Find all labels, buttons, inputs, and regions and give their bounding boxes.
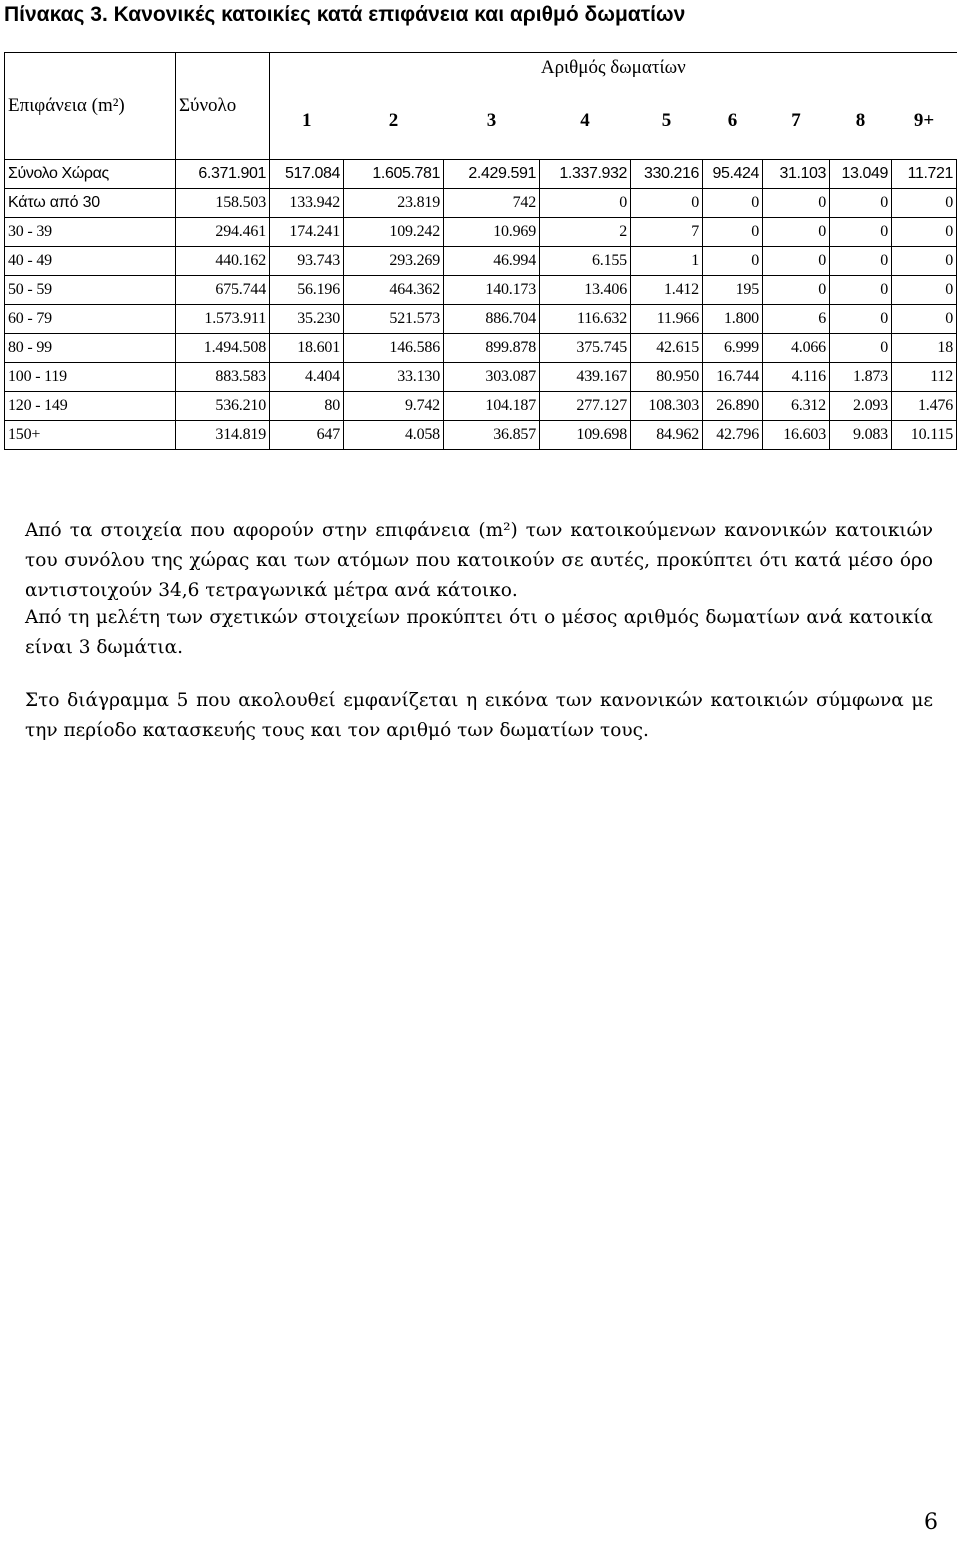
table-cell: 0 — [763, 218, 830, 247]
rooms-group-header: Αριθμός δωματίων — [270, 53, 957, 84]
table-cell: 899.878 — [444, 334, 540, 363]
table-body — [5, 160, 957, 450]
table-cell: 277.127 — [540, 392, 631, 421]
table-cell: 6.999 — [703, 334, 763, 363]
table-cell: 109.242 — [344, 218, 444, 247]
table-cell: 9.083 — [830, 421, 892, 450]
table-cell: 439.167 — [540, 363, 631, 392]
table-cell: 303.087 — [444, 363, 540, 392]
table-cell: 0 — [830, 247, 892, 276]
table-cell: 0 — [830, 276, 892, 305]
table-cell: 10.115 — [892, 421, 957, 450]
table-cell: 6.312 — [763, 392, 830, 421]
table-cell: 4.058 — [344, 421, 444, 450]
table-cell: 33.130 — [344, 363, 444, 392]
table-cell: 675.744 — [176, 276, 270, 305]
room-count-header: 3 — [444, 83, 540, 160]
table-cell: 80 — [270, 392, 344, 421]
table-cell: 521.573 — [344, 305, 444, 334]
room-count-header: 5 — [631, 83, 703, 160]
table-cell: 0 — [892, 305, 957, 334]
table-row — [5, 363, 957, 392]
row-label: Σύνολο Χώρας — [5, 160, 176, 189]
table-row — [5, 392, 957, 421]
table-cell: 2 — [540, 218, 631, 247]
table-cell: 0 — [830, 334, 892, 363]
room-count-header: 2 — [344, 83, 444, 160]
table-cell: 883.583 — [176, 363, 270, 392]
table-cell: 95.424 — [703, 160, 763, 189]
table-cell: 6.155 — [540, 247, 631, 276]
table-cell: 0 — [830, 305, 892, 334]
table-cell: 886.704 — [444, 305, 540, 334]
table-cell: 0 — [763, 189, 830, 218]
table-cell: 294.461 — [176, 218, 270, 247]
table-cell: 109.698 — [540, 421, 631, 450]
paragraph-chart-intro: Στο διάγραμμα 5 που ακολουθεί εμφανίζεται η εικόνα των κανονικών κατοικιών σύμφωνα με την περίοδο κατασκευής τους και τον αριθμό των δωματίων τους. — [25, 690, 933, 741]
table-cell: 0 — [703, 247, 763, 276]
room-count-header: 8 — [830, 83, 892, 160]
table-cell: 42.796 — [703, 421, 763, 450]
table-cell: 0 — [892, 189, 957, 218]
row-label: 30 - 39 — [5, 218, 176, 247]
table-cell: 158.503 — [176, 189, 270, 218]
row-label: 150+ — [5, 421, 176, 450]
room-count-header: 6 — [703, 83, 763, 160]
room-count-header: 9+ — [892, 83, 957, 160]
table-cell: 1.476 — [892, 392, 957, 421]
table-cell: 80.950 — [631, 363, 703, 392]
table-cell: 116.632 — [540, 305, 631, 334]
room-count-header: 1 — [270, 83, 344, 160]
table-cell: 174.241 — [270, 218, 344, 247]
table-cell: 35.230 — [270, 305, 344, 334]
total-column-header: Σύνολο — [176, 53, 270, 160]
table-cell: 42.615 — [631, 334, 703, 363]
table-cell: 4.116 — [763, 363, 830, 392]
table-cell: 18.601 — [270, 334, 344, 363]
table-cell: 104.187 — [444, 392, 540, 421]
table-cell: 26.890 — [703, 392, 763, 421]
table-cell: 1 — [631, 247, 703, 276]
row-label: 40 - 49 — [5, 247, 176, 276]
table-cell: 0 — [892, 218, 957, 247]
area-column-header: Επιφάνεια (m²) — [5, 53, 176, 160]
table-cell: 133.942 — [270, 189, 344, 218]
table-row — [5, 160, 957, 189]
table-cell: 9.742 — [344, 392, 444, 421]
table-cell: 16.744 — [703, 363, 763, 392]
table-cell: 2.429.591 — [444, 160, 540, 189]
table-cell: 18 — [892, 334, 957, 363]
table-cell: 330.216 — [631, 160, 703, 189]
table-cell: 195 — [703, 276, 763, 305]
table-cell: 517.084 — [270, 160, 344, 189]
table-cell: 0 — [830, 218, 892, 247]
paragraph-average-rooms: Από τη μελέτη των σχετικών στοιχείων προκύπτει ότι ο μέσος αριθμός δωματίων ανά κατοικία είναι 3 δωμάτια. — [25, 607, 933, 658]
table-cell: 1.337.932 — [540, 160, 631, 189]
table-cell: 56.196 — [270, 276, 344, 305]
table-cell: 7 — [631, 218, 703, 247]
row-label: Κάτω από 30 — [5, 189, 176, 218]
table-cell: 6.371.901 — [176, 160, 270, 189]
page-number: 6 — [924, 1510, 938, 1535]
table-cell: 1.412 — [631, 276, 703, 305]
table-cell: 11.966 — [631, 305, 703, 334]
table-cell: 146.586 — [344, 334, 444, 363]
table-cell: 6 — [763, 305, 830, 334]
table-cell: 2.093 — [830, 392, 892, 421]
table-cell: 0 — [703, 189, 763, 218]
table-cell: 536.210 — [176, 392, 270, 421]
row-label: 50 - 59 — [5, 276, 176, 305]
room-count-header: 4 — [540, 83, 631, 160]
table-cell: 647 — [270, 421, 344, 450]
table-cell: 108.303 — [631, 392, 703, 421]
table-cell: 0 — [631, 189, 703, 218]
table-cell: 1.494.508 — [176, 334, 270, 363]
table-cell: 0 — [763, 276, 830, 305]
table-cell: 10.969 — [444, 218, 540, 247]
table-cell: 112 — [892, 363, 957, 392]
table-cell: 16.603 — [763, 421, 830, 450]
table-row — [5, 305, 957, 334]
table-cell: 11.721 — [892, 160, 957, 189]
table-cell: 0 — [763, 247, 830, 276]
table-cell: 13.049 — [830, 160, 892, 189]
table-cell: 0 — [892, 247, 957, 276]
room-count-header: 7 — [763, 83, 830, 160]
table-cell: 1.873 — [830, 363, 892, 392]
table-row — [5, 276, 957, 305]
row-label: 60 - 79 — [5, 305, 176, 334]
table-cell: 4.404 — [270, 363, 344, 392]
table-cell: 4.066 — [763, 334, 830, 363]
table-cell: 0 — [892, 276, 957, 305]
table-cell: 1.605.781 — [344, 160, 444, 189]
rooms-by-area-table — [4, 52, 957, 450]
table-cell: 375.745 — [540, 334, 631, 363]
paragraph-area-per-resident: Από τα στοιχεία που αφορούν στην επιφάνεια (m²) των κατοικούμενων κανονικών κατοικιών του συνόλου της χώρας και των ατόμων που κατοικούν σε αυτές, προκύπτει ότι κατά μέσο όρο αντιστοιχούν 34,6 τετραγωνικά μέτρα ανά κάτοικο. — [25, 520, 933, 601]
row-label: 100 - 119 — [5, 363, 176, 392]
table-cell: 440.162 — [176, 247, 270, 276]
table-cell: 140.173 — [444, 276, 540, 305]
table-cell: 742 — [444, 189, 540, 218]
page-title: Πίνακας 3. Κανονικές κατοικίες κατά επιφάνεια και αριθμό δωματίων — [4, 3, 686, 26]
table-cell: 13.406 — [540, 276, 631, 305]
table-cell: 0 — [540, 189, 631, 218]
table-cell: 1.573.911 — [176, 305, 270, 334]
table-cell: 84.962 — [631, 421, 703, 450]
table-row — [5, 247, 957, 276]
table-cell: 314.819 — [176, 421, 270, 450]
table-cell: 46.994 — [444, 247, 540, 276]
table-cell: 464.362 — [344, 276, 444, 305]
row-label: 120 - 149 — [5, 392, 176, 421]
table-cell: 1.800 — [703, 305, 763, 334]
table-row — [5, 421, 957, 450]
table-cell: 36.857 — [444, 421, 540, 450]
table-cell: 293.269 — [344, 247, 444, 276]
table-cell: 0 — [830, 189, 892, 218]
table-cell: 93.743 — [270, 247, 344, 276]
table-cell: 31.103 — [763, 160, 830, 189]
table-row — [5, 334, 957, 363]
table-row — [5, 189, 957, 218]
table-cell: 23.819 — [344, 189, 444, 218]
row-label: 80 - 99 — [5, 334, 176, 363]
table-row — [5, 218, 957, 247]
table-cell: 0 — [703, 218, 763, 247]
